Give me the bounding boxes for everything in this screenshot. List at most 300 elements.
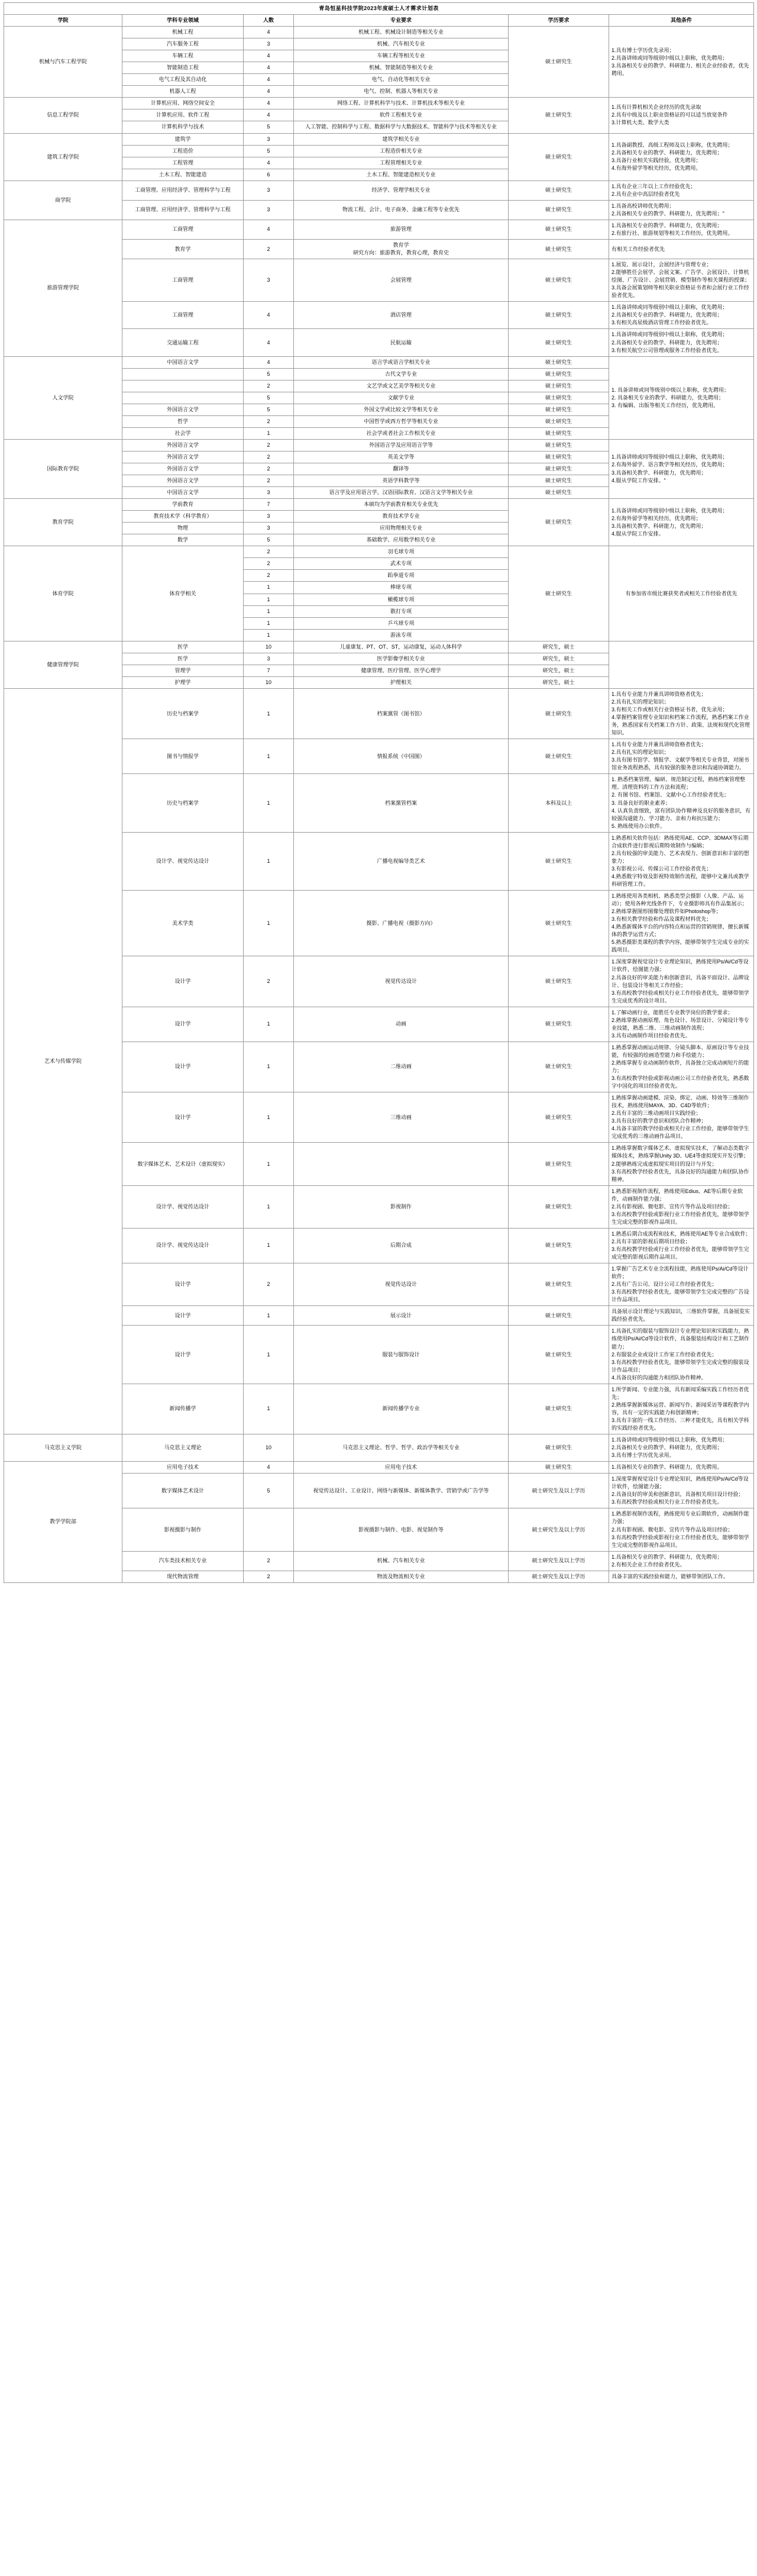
text-line: 2 — [267, 478, 270, 484]
text-line: 2.具有中级及以上职业资格证的可以适当放宽条件 — [612, 112, 728, 118]
text-line: 4.熟悉数字特效及影视特效制作流程，能够中文兼具或教学科研管理工作。 — [612, 873, 749, 887]
education-cell — [509, 27, 609, 98]
other-conditions-cell — [609, 439, 754, 498]
count-cell — [244, 415, 294, 427]
field-cell — [122, 1092, 244, 1143]
text-line: 汽车服务工程 — [166, 41, 199, 47]
college-name-cell — [4, 180, 122, 220]
field-cell — [122, 523, 244, 534]
major-cell — [294, 499, 509, 511]
field-cell — [122, 74, 244, 86]
text-line: 马克思主义学院 — [44, 1445, 82, 1451]
count-cell — [244, 259, 294, 302]
text-line: 3.有相关高星级酒店管理工作经验者优先。 — [612, 320, 712, 326]
text-line: 人文学院 — [52, 394, 74, 401]
education-cell — [509, 1571, 609, 1582]
field-cell — [122, 439, 244, 451]
text-line: 社会学 — [174, 430, 191, 436]
count-cell — [244, 109, 294, 121]
education-cell — [509, 1551, 609, 1571]
text-line: 2 — [267, 572, 270, 579]
education-cell — [509, 368, 609, 380]
text-line: 1 — [267, 1203, 270, 1210]
major-cell — [294, 1306, 509, 1326]
text-line: 硕士研究生 — [545, 466, 572, 472]
count-cell — [244, 1263, 294, 1306]
field-cell — [122, 1263, 244, 1306]
count-cell — [244, 200, 294, 220]
field-cell — [122, 392, 244, 404]
text-line: 3.具备相关专业的教学、科研能力、相关企业经验者，优先聘用。 — [612, 62, 749, 76]
text-line: 体育学相关 — [169, 590, 196, 597]
field-cell — [122, 1551, 244, 1571]
major-cell — [294, 570, 509, 582]
college-name-cell — [4, 220, 122, 356]
count-cell — [244, 511, 294, 523]
text-line: 展示设计 — [390, 1312, 412, 1318]
education-cell — [509, 380, 609, 392]
text-line: 2.具备讲师或同等级别中级以上职称，优先聘用； — [612, 54, 728, 61]
text-line: 机械、汽车相关专业 — [377, 41, 425, 47]
text-line: 1 — [267, 857, 270, 864]
major-cell — [294, 259, 509, 302]
text-line: 2.具备相关专业的教学、科研能力，优先聘用； — [612, 312, 723, 318]
text-line: 1.所学新闻、专业能力强，具有新闻采编实践工作经历者优先； — [612, 1386, 749, 1400]
major-cell — [294, 558, 509, 570]
field-cell — [122, 499, 244, 511]
text-line: 车辆工程 — [172, 53, 193, 59]
text-line: 电气工程及其自动化 — [158, 76, 207, 83]
count-cell — [244, 1143, 294, 1185]
table-row — [4, 180, 754, 200]
text-line: 硕士研究生 — [545, 753, 572, 759]
field-cell — [122, 688, 244, 739]
text-line: 1.具备高校讲师优先聘用； — [612, 202, 675, 209]
text-line: 2 — [267, 466, 270, 472]
text-line: 1.具备副教授、高级工程师及以上职称，优先聘用； — [612, 142, 733, 149]
education-cell — [509, 1306, 609, 1326]
count-cell — [244, 653, 294, 665]
text-line: 设计学、视觉传达设计 — [156, 857, 209, 864]
count-cell — [244, 523, 294, 534]
education-cell — [509, 739, 609, 774]
text-line: 1.具有计算机相关企业经历的优先录取 — [612, 104, 701, 111]
text-line: 信息工程学院 — [47, 112, 79, 118]
text-line: 4 — [267, 76, 270, 83]
text-line: 2.熟练掌握专业动画制作软件，具备独立完成动画短片的能力； — [612, 1059, 749, 1074]
text-line: 动画 — [395, 1021, 406, 1027]
text-line: 2.具有广告公司、设计公司工作经验者优先； — [612, 1281, 717, 1288]
text-line: 3.有高校教学经验者优先，能够带领学生完成完整的广告设计作品项目。 — [612, 1289, 749, 1303]
count-cell — [244, 1306, 294, 1326]
table-row — [4, 546, 754, 558]
other-conditions-cell — [609, 739, 754, 774]
text-line: 2 — [267, 560, 270, 567]
table-row — [4, 1434, 754, 1462]
education-cell — [509, 415, 609, 427]
count-cell — [244, 832, 294, 890]
text-line: 3.有高校教学经验或影视行业工作经验者优先，能够带领学生完成完整的影视作品项目。 — [612, 1211, 749, 1225]
text-line: 古代文学专业 — [384, 370, 417, 377]
text-line: 3.具有丰富的一线工作经历、三种才能优先，具有相关学科的实践经验者优先。 — [612, 1417, 749, 1431]
text-line: 儿童康复、PT、OT、ST，运动康复，运动人体科学 — [339, 643, 462, 650]
text-line: 艺术与传媒学院 — [44, 1058, 82, 1064]
col-header-major: 专业要求 — [294, 15, 509, 27]
college-name-cell — [4, 641, 122, 688]
count-cell — [244, 1551, 294, 1571]
education-cell — [509, 1462, 609, 1474]
text-line: 新闻传播学 — [169, 1405, 196, 1412]
text-line: 医学影像学相关专业 — [377, 655, 425, 662]
text-line: 外国语言文学 — [166, 466, 199, 472]
page-title: 青岛恒星科技学院2023年度硕士人才需求计划表 — [4, 3, 754, 15]
text-line: 5 — [267, 370, 270, 377]
major-cell — [294, 302, 509, 329]
count-cell — [244, 169, 294, 180]
text-line: 具备展示设计理论与实践知识，三维软件掌握，具备展览实践经验者优先。 — [612, 1308, 750, 1323]
text-line: 2.有海外留学、语言教学等相关经历，优先聘用； — [612, 462, 728, 468]
text-line: 4. 认真负责细致，富有团队协作精神及良好的服务意识，有较强沟通能力、学习能力、亲和力和抗压能力； — [612, 807, 751, 821]
major-cell — [294, 368, 509, 380]
text-line: 硕士研究生 — [545, 857, 572, 864]
text-line: 2.具备相关专业的教学、科研能力，优先聘用； — [612, 150, 723, 156]
education-cell — [509, 427, 609, 439]
field-cell — [122, 1384, 244, 1434]
field-cell — [122, 1462, 244, 1474]
text-line: 4 — [267, 65, 270, 71]
text-line: 4 — [267, 159, 270, 166]
text-line: 4 — [267, 339, 270, 346]
field-cell — [122, 534, 244, 546]
text-line: 设计学 — [174, 1063, 191, 1070]
count-cell — [244, 157, 294, 169]
text-line: 1.具有专业能力并兼具讲师资格者优先； — [612, 691, 707, 697]
major-cell — [294, 629, 509, 641]
text-line: 学前教育 — [172, 501, 193, 508]
count-cell — [244, 74, 294, 86]
education-cell — [509, 653, 609, 665]
field-cell — [122, 259, 244, 302]
education-cell — [509, 1007, 609, 1042]
text-line: 3. 具备良好的职业素养； — [612, 799, 671, 806]
other-conditions-cell — [609, 1185, 754, 1228]
text-line: 游泳专项 — [390, 631, 412, 638]
text-line: 硕士研究生 — [545, 1114, 572, 1120]
text-line: 计算机科学与技术 — [161, 124, 204, 130]
education-cell — [509, 1185, 609, 1228]
count-cell — [244, 356, 294, 368]
text-line: 新闻传播学专业 — [382, 1405, 420, 1412]
text-line: 视觉传达设计 — [384, 1281, 417, 1288]
major-cell — [294, 1462, 509, 1474]
text-line: 1.具备相关专业的教学、科研能力，优先聘用； — [612, 1553, 723, 1560]
text-line: 设计学 — [174, 1021, 191, 1027]
count-cell — [244, 475, 294, 487]
other-conditions-cell — [609, 1551, 754, 1571]
text-line: 4 — [267, 1464, 270, 1471]
table-row — [4, 356, 754, 368]
other-conditions-cell — [609, 1263, 754, 1306]
text-line: 3 — [267, 207, 270, 213]
text-line: 硕士研究生 — [545, 1351, 572, 1358]
education-cell — [509, 356, 609, 368]
other-conditions-cell — [609, 1434, 754, 1462]
college-name-cell — [4, 688, 122, 1434]
text-line: 5 — [267, 394, 270, 401]
education-cell — [509, 439, 609, 451]
count-cell — [244, 641, 294, 653]
other-conditions-cell — [609, 1474, 754, 1508]
major-cell — [294, 774, 509, 832]
text-line: 2 — [267, 418, 270, 424]
other-conditions-cell — [609, 1462, 754, 1474]
count-cell — [244, 739, 294, 774]
major-cell — [294, 329, 509, 356]
text-line: 1.熟悉相关软件包括：熟练使用AE、CCP、3DMAX等后期合成软件进行影视后期特效制作与编辑； — [612, 834, 749, 849]
text-line: 2.具有扎实的理论知识； — [612, 698, 669, 705]
other-conditions-cell — [609, 546, 754, 641]
major-cell — [294, 1228, 509, 1263]
text-line: 教育学 — [393, 241, 409, 248]
text-line: 2.能够胜任会展学、会展文案、广告学、会展设计、计算机绘图、广告设计、会展营销、模型制作等相关课程的授课； — [612, 269, 750, 283]
text-line: 土木工程、智能建造 — [158, 171, 207, 178]
field-cell — [122, 1042, 244, 1092]
college-name-cell — [4, 1434, 122, 1462]
field-cell — [122, 404, 244, 415]
text-line: 物理 — [177, 525, 188, 531]
text-line: 硕士研究生 — [545, 370, 572, 377]
text-line: 2.具备相关专业的教学、科研能力，优先聘用； — [612, 1445, 723, 1451]
text-line: 硕士研究生 — [545, 312, 572, 318]
text-line: 硕士研究生 — [545, 382, 572, 389]
text-line: 工程管理 — [172, 159, 193, 166]
text-line: 2.熟练掌握图形图像处理软件如Photoshop等； — [612, 908, 722, 915]
other-conditions-cell — [609, 180, 754, 200]
count-cell — [244, 86, 294, 98]
text-line: 计算机应用、网络空间安全 — [150, 100, 215, 107]
education-cell — [509, 133, 609, 180]
text-line: 汽车类技术相关专业 — [158, 1558, 207, 1564]
text-line: 2.能够熟练完成虚拟现实项目的设计与开发； — [612, 1160, 717, 1167]
text-line: 3 — [267, 41, 270, 47]
field-cell — [122, 239, 244, 259]
major-cell — [294, 594, 509, 605]
text-line: 3 — [267, 525, 270, 531]
college-name-cell — [4, 133, 122, 180]
header-row — [4, 15, 754, 27]
education-cell — [509, 463, 609, 475]
text-line: 马克思主义理论 — [164, 1445, 202, 1451]
text-line: 2.具备相关专业的教学、科研能力，优先聘用； — [612, 339, 723, 346]
text-line: 网络工程、计算机科学与技术、计算机技术等相关专业 — [337, 100, 465, 107]
text-line: 1 — [267, 1405, 270, 1412]
other-conditions-cell — [609, 1042, 754, 1092]
text-line: 设计学 — [174, 1351, 191, 1358]
major-cell — [294, 475, 509, 487]
text-line: 3.计算机大类、数学大类 — [612, 120, 669, 126]
major-cell — [294, 451, 509, 463]
text-line: 档案黨管（图书馆） — [377, 710, 425, 717]
major-cell — [294, 653, 509, 665]
text-line: 3.有高校教学经验或相关行业工作经验者优先。 — [612, 1499, 723, 1505]
count-cell — [244, 439, 294, 451]
count-cell — [244, 427, 294, 439]
table-row — [4, 439, 754, 451]
count-cell — [244, 380, 294, 392]
text-line: 1 — [267, 608, 270, 614]
text-line: 数学 — [177, 537, 188, 543]
education-cell — [509, 1384, 609, 1434]
text-line: 外国文学或比较文学等相关专业 — [363, 406, 438, 412]
other-conditions-cell — [609, 133, 754, 180]
text-line: 机械、智能制造等相关专业 — [368, 65, 433, 71]
text-line: 10 — [265, 679, 271, 685]
other-conditions-cell — [609, 200, 754, 220]
count-cell — [244, 617, 294, 629]
text-line: 4 — [267, 226, 270, 233]
field-cell — [122, 487, 244, 499]
text-line: 4.服从学院工作安排。" — [612, 477, 666, 483]
other-conditions-cell — [609, 832, 754, 890]
text-line: 3 — [267, 489, 270, 496]
text-line: 护理相关 — [390, 679, 412, 685]
text-line: 图书与情报学 — [166, 753, 199, 759]
text-line: 2.具有影视剧、微电影、宣传片等作品及项目经验； — [612, 1526, 733, 1533]
education-cell — [509, 1228, 609, 1263]
table-row — [4, 1462, 754, 1474]
field-cell — [122, 38, 244, 50]
text-line: 硕士研究生 — [545, 1464, 572, 1471]
major-cell — [294, 356, 509, 368]
field-cell — [122, 415, 244, 427]
text-line: 1.深度掌握视觉设计专业理论知识，熟练使用Ps/Ai/Cd等设计软件，绘图能力强； — [612, 959, 749, 973]
text-line: 跆拳道专项 — [387, 572, 415, 579]
count-cell — [244, 956, 294, 1007]
count-cell — [244, 1185, 294, 1228]
major-cell — [294, 956, 509, 1007]
field-cell — [122, 665, 244, 676]
education-cell — [509, 832, 609, 890]
major-cell — [294, 1007, 509, 1042]
field-cell — [122, 1185, 244, 1228]
text-line: 2.具备良好的审美能力和创新意识，具备平面设计、品牌设计、包装设计等相关工作经验； — [612, 974, 749, 988]
count-cell — [244, 1474, 294, 1508]
text-line: 2 — [267, 453, 270, 460]
field-cell — [122, 220, 244, 239]
field-cell — [122, 86, 244, 98]
text-line: 视觉传达设计 — [384, 978, 417, 985]
col-header-count: 人数 — [244, 15, 294, 27]
text-line: 2. 有图书馆、档案馆、文献中心工作经验者优先； — [612, 792, 730, 798]
count-cell — [244, 145, 294, 157]
text-line: 2 — [267, 441, 270, 448]
text-line: 2.具有较强的审美能力、艺术表现力、创新意识和丰富的想象力； — [612, 850, 749, 864]
text-line: 工程造价 — [172, 147, 193, 154]
major-cell — [294, 1571, 509, 1582]
text-line: 4.服从学院工作安排。 — [612, 530, 664, 537]
table-row — [4, 27, 754, 38]
text-line: 教育技术学专业 — [382, 513, 420, 520]
education-cell — [509, 1326, 609, 1384]
field-cell — [122, 1143, 244, 1185]
text-line: 2.熟练掌握动画原理、角色设计、场景设计、分镜设计等专业技能，熟悉二维、三维动画制作流程； — [612, 1017, 749, 1031]
text-line: 三维动画 — [390, 1114, 412, 1120]
text-line: 1 — [267, 920, 270, 926]
count-cell — [244, 220, 294, 239]
text-line: 2 — [267, 549, 270, 555]
field-cell — [122, 475, 244, 487]
text-line: 4 — [267, 359, 270, 365]
text-line: 语言学及应用语言学、汉语国际教育、汉语言文学等相关专业 — [329, 489, 473, 496]
major-cell — [294, 50, 509, 62]
field-cell — [122, 62, 244, 74]
count-cell — [244, 1228, 294, 1263]
text-line: 1.具备讲师或同等级别中级以上职称，优先聘用； — [612, 1437, 728, 1443]
text-line: 外国语言文学 — [166, 478, 199, 484]
text-line: 4 — [267, 29, 270, 36]
col-header-education: 学历要求 — [509, 15, 609, 27]
text-line: 语言学或语言学相关专业 — [371, 359, 431, 365]
text-line: 硕士研究生 — [545, 453, 572, 460]
other-conditions-cell — [609, 499, 754, 546]
table-row — [4, 688, 754, 739]
major-cell — [294, 86, 509, 98]
text-line: 教育技术学（科学教育） — [153, 513, 212, 520]
text-line: 2.有相关企业工作经验者优先。 — [612, 1561, 685, 1568]
text-line: 教育学院 — [52, 519, 74, 525]
text-line: 1.具备相关专业的教学、科研能力，优先聘用； — [612, 222, 723, 228]
text-line: 软件工程相关专业 — [379, 112, 422, 118]
count-cell — [244, 133, 294, 145]
other-conditions-cell — [609, 956, 754, 1007]
major-cell — [294, 463, 509, 475]
text-line: 1. 熟悉档案管理、编研、规范制定过程，熟练档案管理整理、清理资料的工作方法和流程； — [612, 776, 746, 791]
other-conditions-cell — [609, 1508, 754, 1551]
count-cell — [244, 27, 294, 38]
major-cell — [294, 1042, 509, 1092]
text-line: 1.熟悉掌握动画运动规律、分镜头脚本、原画设计等专业技能，有较强的绘画造型能力和手绘能力； — [612, 1044, 749, 1058]
text-line: 硕士研究生 — [545, 187, 572, 194]
text-line: 2 — [267, 1558, 270, 1564]
field-cell — [122, 641, 244, 653]
text-line: 1.具有专业能力并兼具讲师资格者优先； — [612, 741, 707, 748]
text-line: 4 — [267, 112, 270, 118]
text-line: 硕士研究生 — [545, 339, 572, 346]
count-cell — [244, 546, 294, 558]
major-cell — [294, 1384, 509, 1434]
major-cell — [294, 511, 509, 523]
text-line: 2 — [267, 1281, 270, 1288]
text-line: 3.有相关航空公司管理或服务工作经验者优先。 — [612, 347, 723, 353]
college-name-cell — [4, 439, 122, 498]
text-line: 4.有海外留学等相关经历，优先聘用。 — [612, 165, 701, 172]
title-row — [4, 3, 754, 15]
text-line: 教学学院部 — [49, 1518, 76, 1525]
count-cell — [244, 1007, 294, 1042]
table-row — [4, 133, 754, 145]
major-cell — [294, 487, 509, 499]
text-line: 10 — [265, 643, 271, 650]
text-line: 商学院 — [54, 196, 71, 203]
field-cell — [122, 1508, 244, 1551]
text-line: 工商管理 — [172, 226, 193, 233]
count-cell — [244, 62, 294, 74]
major-cell — [294, 1508, 509, 1551]
text-line: 机械、汽车相关专业 — [377, 1558, 425, 1564]
text-line: 3 — [267, 187, 270, 194]
table-row — [4, 499, 754, 511]
major-cell — [294, 1551, 509, 1571]
